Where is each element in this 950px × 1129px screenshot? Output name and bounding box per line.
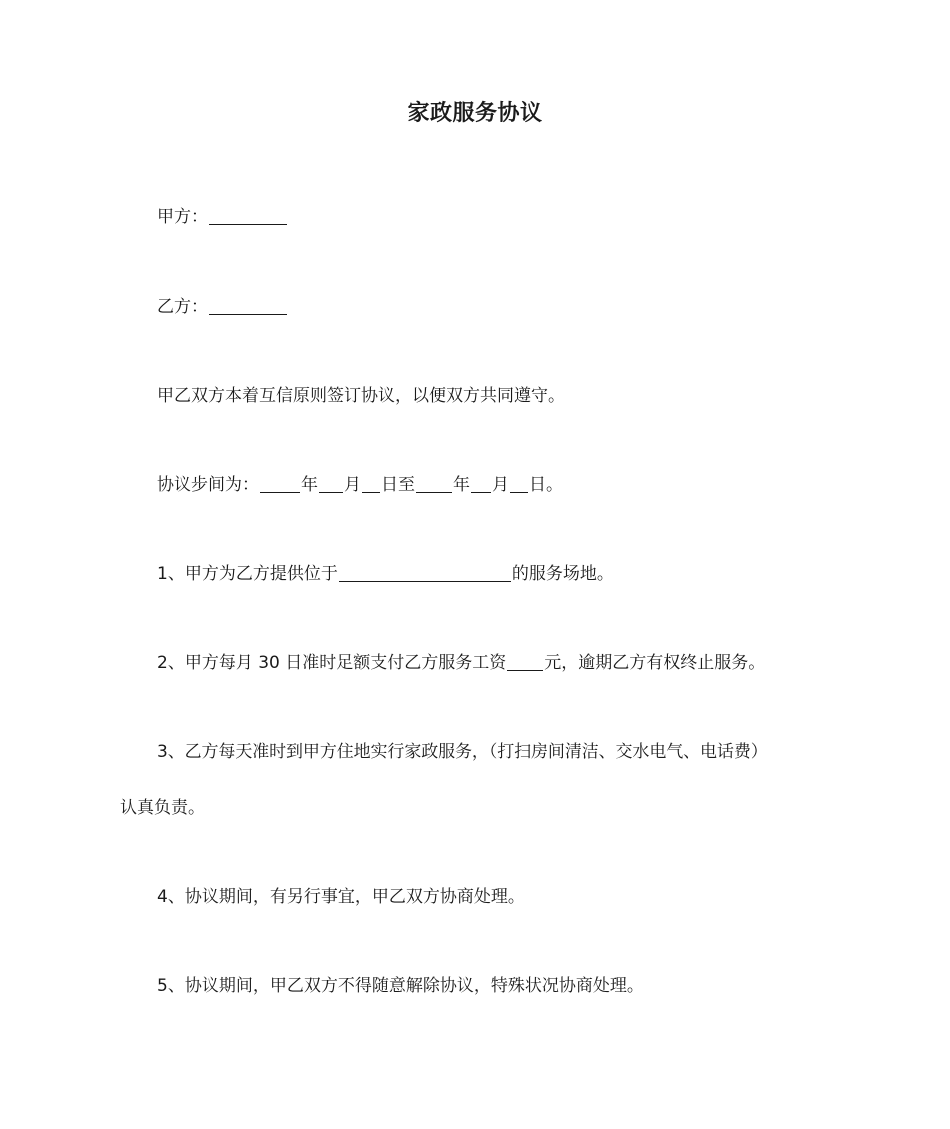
salary-amount-blank[interactable] xyxy=(507,653,543,671)
term-start-day-blank[interactable] xyxy=(362,475,380,493)
term-prefix: 协议步间为： xyxy=(157,475,259,495)
clause-1 xyxy=(120,561,830,587)
clause-1-suffix: 的服务场地。 xyxy=(511,564,614,584)
term-year-1: 年 xyxy=(301,475,318,495)
term-day-2: 日。 xyxy=(529,475,563,495)
term-month-2: 月 xyxy=(492,475,509,495)
term-line xyxy=(120,472,830,498)
term-day-1: 日至 xyxy=(381,475,415,495)
term-end-month-blank[interactable] xyxy=(471,475,491,493)
intro-paragraph: 甲乙双方本着互信原则签订协议，以便双方共同遵守。 xyxy=(157,386,565,406)
service-location-blank[interactable] xyxy=(339,564,511,582)
party-a-line xyxy=(120,204,830,230)
clause-3-line-1: 3、乙方每天准时到甲方住地实行家政服务，（打扫房间清洁、交水电气、电话费） xyxy=(157,742,768,762)
clause-1-prefix: 1、甲方为乙方提供位于 xyxy=(157,564,338,584)
term-end-day-blank[interactable] xyxy=(510,475,528,493)
clause-2-prefix: 2、甲方每月 30 日准时足额支付乙方服务工资 xyxy=(157,653,507,673)
party-b-label: 乙方： xyxy=(157,297,208,317)
term-start-month-blank[interactable] xyxy=(319,475,343,493)
term-start-year-blank[interactable] xyxy=(260,475,300,493)
term-end-year-blank[interactable] xyxy=(416,475,452,493)
party-a-label: 甲方： xyxy=(157,207,208,227)
term-month-1: 月 xyxy=(344,475,361,495)
party-b-blank[interactable] xyxy=(209,297,287,315)
clause-5: 5、协议期间，甲乙双方不得随意解除协议，特殊状况协商处理。 xyxy=(157,976,644,996)
clause-2-suffix: 元，逾期乙方有权终止服务。 xyxy=(544,653,766,673)
clause-3-line-2: 认真负责。 xyxy=(120,798,205,818)
clause-2 xyxy=(120,650,830,676)
party-b-line xyxy=(120,294,830,320)
document-title: 家政服务协议 xyxy=(407,101,543,126)
clause-4: 4、协议期间，有另行事宜，甲乙双方协商处理。 xyxy=(157,887,525,907)
term-year-2: 年 xyxy=(453,475,470,495)
party-a-blank[interactable] xyxy=(209,207,287,225)
